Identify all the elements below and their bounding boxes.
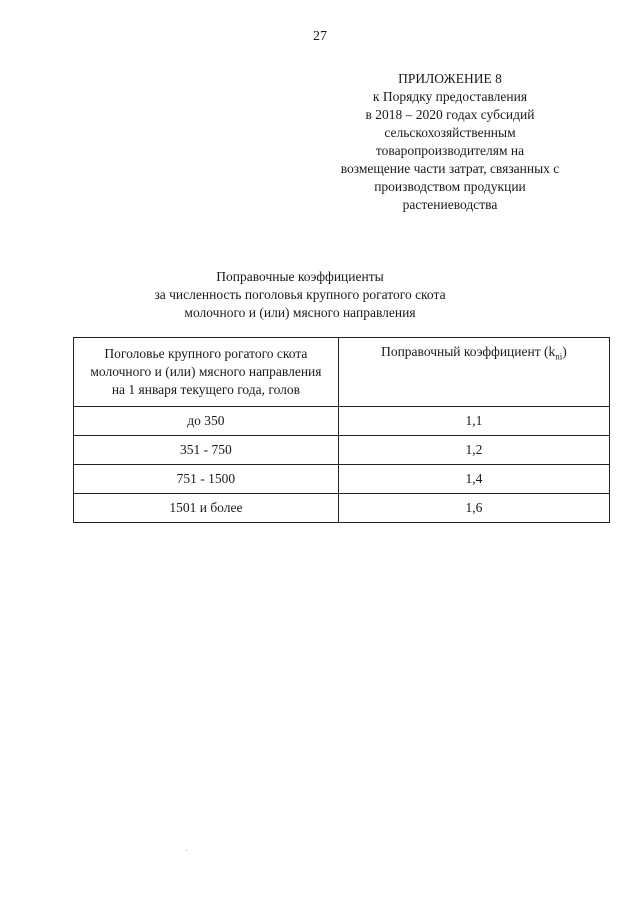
appendix-line: растениеводства xyxy=(402,197,498,212)
coefficient-cell: 1,1 xyxy=(338,407,609,436)
table-header-row xyxy=(74,338,610,407)
table-row xyxy=(74,436,610,465)
coefficient-cell: 1,2 xyxy=(338,436,609,465)
header-coefficient xyxy=(338,338,609,407)
range-cell: 751 - 1500 xyxy=(74,465,339,494)
header-line: молочного и (или) мясного направления xyxy=(90,364,322,379)
table-row xyxy=(74,465,610,494)
range-cell: 351 - 750 xyxy=(74,436,339,465)
header-coefficient-subscript: ni xyxy=(555,351,563,362)
appendix-line: сельскохозяйственным xyxy=(384,125,516,140)
table-title-line: молочного и (или) мясного направления xyxy=(184,305,416,320)
appendix-line: производством продукции xyxy=(374,179,526,194)
header-line: на 1 января текущего года, голов xyxy=(111,382,301,397)
coefficients-table xyxy=(73,337,610,523)
range-cell: до 350 xyxy=(74,407,339,436)
appendix-title: ПРИЛОЖЕНИЕ 8 xyxy=(398,71,502,86)
header-line: Поголовье крупного рогатого скота xyxy=(104,346,308,361)
table-title-line: Поправочные коэффициенты xyxy=(216,269,384,284)
scan-speck xyxy=(186,850,187,851)
appendix-line: к Порядку предоставления xyxy=(372,89,528,104)
header-livestock-count xyxy=(74,338,339,407)
table-title xyxy=(60,268,540,322)
appendix-line: товаропроизводителям на xyxy=(375,143,525,158)
appendix-header xyxy=(300,70,600,214)
header-coefficient-close: ) xyxy=(562,344,567,359)
table-title-line: за численность поголовья крупного рогатого скота xyxy=(154,287,446,302)
appendix-line: в 2018 – 2020 годах субсидий xyxy=(365,107,535,122)
appendix-line: возмещение части затрат, связанных с xyxy=(340,161,560,176)
header-coefficient-text: Поправочный коэффициент (k xyxy=(381,344,556,359)
page-number: 27 xyxy=(313,29,327,44)
coefficient-cell: 1,6 xyxy=(338,494,609,523)
table-row xyxy=(74,407,610,436)
range-cell: 1501 и более xyxy=(74,494,339,523)
coefficient-cell: 1,4 xyxy=(338,465,609,494)
table-row xyxy=(74,494,610,523)
